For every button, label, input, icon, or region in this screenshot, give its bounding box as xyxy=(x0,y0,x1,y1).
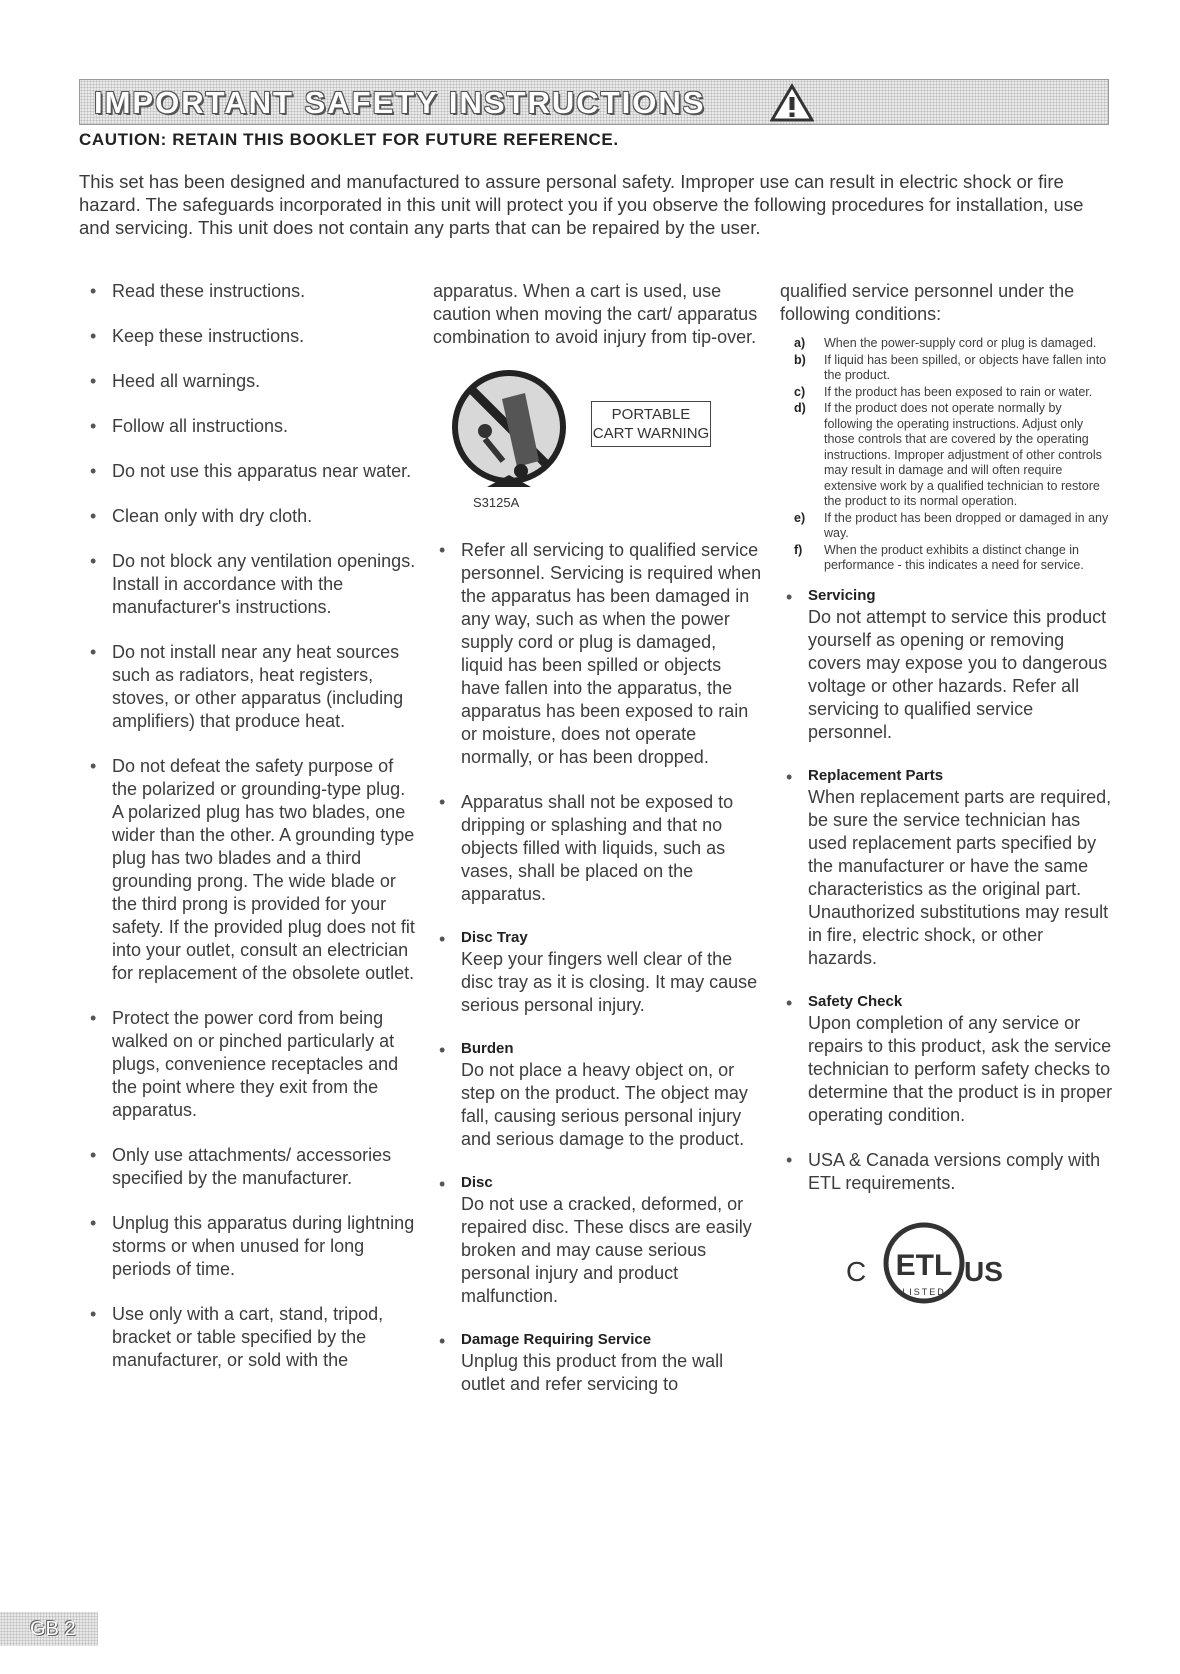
subhead-damage: • Damage Requiring Service xyxy=(461,1331,652,1348)
etl-right-letters: US xyxy=(964,1255,1003,1287)
list-item: • USA & Canada versions comply with ETL requirements. xyxy=(780,1149,1113,1195)
cart-figure-code: S3125A xyxy=(473,495,520,510)
condition-text: When the product exhibits a distinct change in performance - this indicates a need for service. xyxy=(824,542,1084,572)
page-number-tab xyxy=(0,1612,98,1646)
list-item xyxy=(433,928,763,1017)
intro-paragraph: This set has been designed and manufactured to assure personal safety. Improper use can result in electric shock or fire hazard. The safeguards incorporated in this unit will protect you if you observe the following procedures for installation, use and servicing. This unit does not contain any parts that can be repaired by the user. xyxy=(79,171,1084,238)
condition-item xyxy=(794,543,1113,574)
warning-triangle-icon xyxy=(770,83,814,123)
disc-text: Do not use a cracked, deformed, or repaired disc. These discs are easily broken and may cause serious personal injury and product malfunction. xyxy=(461,1194,752,1306)
condition-item xyxy=(794,336,1113,352)
safety-check-text: Upon completion of any service or repairs to this product, ask the service technician to perform safety checks to determine that the product is in proper operating condition. xyxy=(808,1012,1113,1125)
column-1 xyxy=(84,280,419,1394)
condition-letter: c) xyxy=(794,384,806,399)
banner-title: IMPORTANT SAFETY INSTRUCTIONS xyxy=(94,85,706,120)
subhead-disc-tray: • Disc Tray xyxy=(461,929,528,946)
servicing-text: Do not attempt to service this product yourself as opening or removing covers may expose you to dangerous voltage or other hazards. Refer all servicing to qualified service personnel. xyxy=(808,606,1108,742)
conditions-intro: qualified service personnel under the following conditions: xyxy=(780,281,1075,324)
condition-item xyxy=(794,511,1113,542)
subhead-safety-check: • Safety Check xyxy=(808,992,903,1010)
title-banner xyxy=(79,79,1109,125)
column-2 xyxy=(433,280,763,1418)
caution-line: CAUTION: RETAIN THIS BOOKLET FOR FUTURE REFERENCE. xyxy=(79,130,619,149)
condition-text: If the product has been exposed to rain or water. xyxy=(824,384,1093,399)
list-item: • Do not block any ventilation openings. Install in accordance with the manufacturer's instructions. xyxy=(84,550,419,619)
list-item: • Follow all instructions. xyxy=(84,415,419,438)
subhead-replacement: • Replacement Parts xyxy=(808,766,944,784)
list-item: • Refer all servicing to qualified service personnel. Servicing is required when the apparatus has been damaged in any way, such as when the power supply cord or plug is damaged, liquid has been spilled or objects have fallen into the apparatus, the apparatus has been exposed to rain or moisture, does not operate normally, or has been dropped. xyxy=(433,539,763,769)
list-item: • Read these instructions. xyxy=(84,280,419,303)
etl-center-text: ETL xyxy=(895,1248,953,1282)
safety-list xyxy=(780,586,1113,1195)
list-item: • Only use attachments/ accessories specified by the manufacturer. xyxy=(84,1144,419,1190)
list-item xyxy=(433,1039,763,1151)
condition-letter: d) xyxy=(794,401,806,415)
list-item: • Protect the power cord from being walked on or pinched particularly at plugs, convenience receptacles and the point where they exit from the apparatus. xyxy=(84,1007,419,1122)
list-item: • Clean only with dry cloth. xyxy=(84,505,419,528)
condition-text: If the product has been dropped or damaged in any way. xyxy=(824,510,1109,540)
cart-warning-label: PORTABLE CART WARNING xyxy=(591,401,711,447)
etl-listed-logo xyxy=(840,1221,1010,1307)
portable-cart-warning xyxy=(433,369,763,519)
list-item: • Keep these instructions. xyxy=(84,325,419,348)
list-item: • Do not use this apparatus near water. xyxy=(84,460,419,483)
column-3 xyxy=(780,280,1113,1312)
subhead-servicing: • Servicing xyxy=(808,586,876,604)
list-item xyxy=(780,586,1113,744)
condition-letter: a) xyxy=(794,336,806,350)
disc-tray-text: Keep your fingers well clear of the disc tray as it is closing. It may cause serious personal injury. xyxy=(461,949,758,1015)
replacement-text: When replacement parts are required, be sure the service technician has used replacement parts specified by the manufacturer or have the same characteristics as the original part. Unauthorized substitutions may result in fire, electric shock, or other hazards. xyxy=(808,786,1112,968)
list-item: • Use only with a cart, stand, tripod, bracket or table specified by the manufacturer, or sold with the xyxy=(84,1303,419,1372)
damage-text: Unplug this product from the wall outlet and refer servicing to xyxy=(461,1351,724,1394)
subhead-disc: • Disc xyxy=(461,1174,493,1191)
conditions-list xyxy=(780,336,1113,574)
list-item: • Do not defeat the safety purpose of the polarized or grounding-type plug. A polarized plug has two blades, one wider than the other. A grounding type plug has two blades and a third grounding prong. The wide blade or the third prong is provided for your safety. If the provided plug does not fit into your outlet, consult an electrician for replacement of the obsolete outlet. xyxy=(84,755,419,985)
condition-letter: e) xyxy=(794,510,806,525)
condition-text: If the product does not operate normally by following the operating instructions. Adjust only those controls that are covered by the operating instructions. Improper adjustment of other controls may result in damage and will often require extensive work by a qualified technician to restore the product to its normal operation. xyxy=(824,401,1102,508)
service-list xyxy=(433,539,763,1396)
list-item: • Unplug this apparatus during lightning storms or when unused for long periods of time. xyxy=(84,1212,419,1281)
condition-text: When the power-supply cord or plug is damaged. xyxy=(824,336,1097,350)
list-item: • Do not install near any heat sources such as radiators, heat registers, stoves, or other apparatus (including amplifiers) that produce heat. xyxy=(84,641,419,733)
condition-item xyxy=(794,353,1113,384)
list-item xyxy=(433,1173,763,1308)
list-item xyxy=(780,992,1113,1127)
list-item: • Heed all warnings. xyxy=(84,370,419,393)
cart-continuation: apparatus. When a cart is used, use caution when moving the cart/ apparatus combination to avoid injury from tip-over. xyxy=(433,281,758,347)
cart-tip-over-icon xyxy=(447,369,577,493)
etl-left-letter: C xyxy=(846,1255,867,1287)
condition-item xyxy=(794,385,1113,401)
instruction-list xyxy=(84,280,419,1372)
burden-text: Do not place a heavy object on, or step on the product. The object may fall, causing serious personal injury and serious damage to the product. xyxy=(461,1060,748,1149)
condition-letter: f) xyxy=(794,542,803,557)
condition-text: If liquid has been spilled, or objects have fallen into the product. xyxy=(824,352,1107,382)
etl-listed-text: LISTED xyxy=(902,1286,946,1297)
list-item xyxy=(780,766,1113,970)
condition-item xyxy=(794,401,1113,510)
subhead-burden: • Burden xyxy=(461,1040,514,1057)
list-item: • Apparatus shall not be exposed to dripping or splashing and that no objects filled with liquids, such as vases, shall be placed on the apparatus. xyxy=(433,791,763,906)
list-item xyxy=(433,1330,763,1396)
condition-letter: b) xyxy=(794,352,806,367)
page-number: GB 2 xyxy=(30,1618,76,1640)
